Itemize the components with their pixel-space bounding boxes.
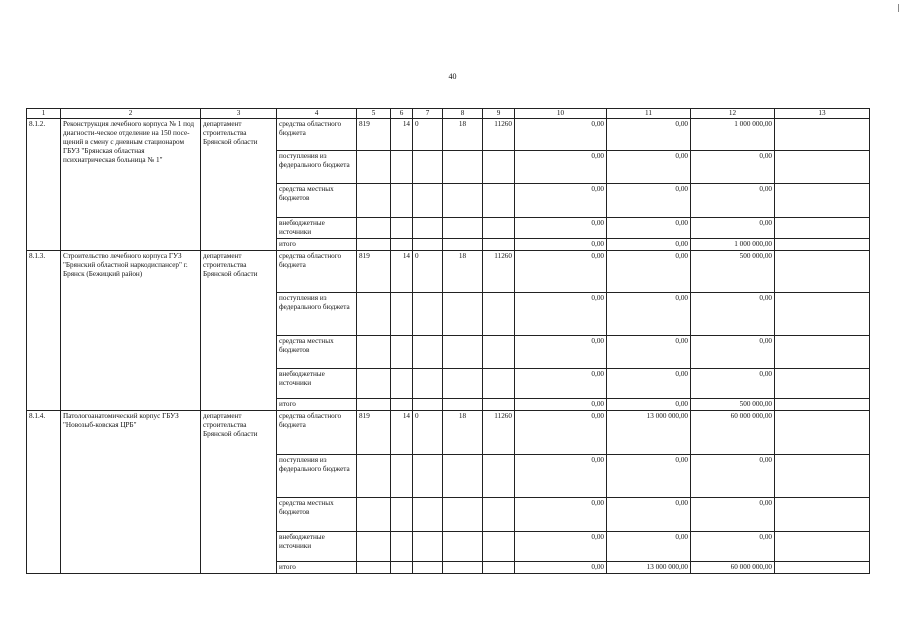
cell-c5	[357, 293, 391, 336]
cell-c6	[391, 336, 413, 369]
cell-c13	[775, 455, 870, 498]
funding-source: средства местных бюджетов	[277, 184, 357, 218]
item-name: Патологоанатомический корпус ГБУЗ "Новозыб-ковская ЦРБ"	[61, 411, 201, 574]
cell-c9	[483, 562, 515, 574]
header-cell-4: 4	[277, 109, 357, 119]
cell-c11: 0,00	[607, 239, 691, 251]
cell-c11: 13 000 000,00	[607, 562, 691, 574]
cell-c12: 0,00	[691, 293, 775, 336]
cell-c6	[391, 498, 413, 532]
item-name: Строительство лечебного корпуса ГУЗ "Брянский областной наркодиспансер" г. Брянск (Бежицкий район)	[61, 251, 201, 411]
cell-c13	[775, 218, 870, 239]
cell-c9	[483, 498, 515, 532]
cell-c11: 0,00	[607, 119, 691, 151]
cell-c10: 0,00	[515, 218, 607, 239]
cell-c5	[357, 399, 391, 411]
cell-c6	[391, 239, 413, 251]
cell-c9	[483, 293, 515, 336]
cell-c13	[775, 399, 870, 411]
cell-c8	[443, 151, 483, 184]
cell-c10: 0,00	[515, 455, 607, 498]
cell-c8	[443, 239, 483, 251]
funding-source: поступления из федерального бюджета	[277, 455, 357, 498]
cell-c12: 0,00	[691, 532, 775, 562]
cell-c9	[483, 239, 515, 251]
cell-c11: 0,00	[607, 251, 691, 293]
cell-c9	[483, 151, 515, 184]
cell-c11: 0,00	[607, 151, 691, 184]
cell-c9	[483, 532, 515, 562]
cell-c12: 1 000 000,00	[691, 239, 775, 251]
page-number: 40	[448, 72, 457, 81]
funding-source: внебюджетные источники	[277, 218, 357, 239]
cell-c12: 500 000,00	[691, 251, 775, 293]
cell-c7	[413, 498, 443, 532]
cell-c5: 819	[357, 411, 391, 455]
cell-c5	[357, 532, 391, 562]
header-cell-8: 8	[443, 109, 483, 119]
cell-c13	[775, 498, 870, 532]
cell-c13	[775, 293, 870, 336]
cell-c7	[413, 184, 443, 218]
header-cell-1: 1	[27, 109, 61, 119]
budget-table	[26, 108, 870, 574]
cell-c9	[483, 455, 515, 498]
cell-c6: 14	[391, 251, 413, 293]
cell-c5	[357, 218, 391, 239]
cell-c8	[443, 336, 483, 369]
cell-c10: 0,00	[515, 119, 607, 151]
table-row	[27, 411, 870, 455]
cell-c9	[483, 369, 515, 399]
funding-source: внебюджетные источники	[277, 369, 357, 399]
cell-c7: 0	[413, 411, 443, 455]
cell-c10: 0,00	[515, 184, 607, 218]
funding-source: итого	[277, 399, 357, 411]
cell-c8	[443, 399, 483, 411]
item-executor: департамент строительства Брянской области	[201, 119, 277, 251]
cell-c7: 0	[413, 251, 443, 293]
funding-source: средства местных бюджетов	[277, 498, 357, 532]
cell-c6: 14	[391, 411, 413, 455]
cell-c13	[775, 251, 870, 293]
cell-c12: 60 000 000,00	[691, 562, 775, 574]
cell-c9: 11260	[483, 119, 515, 151]
cell-c10: 0,00	[515, 251, 607, 293]
cell-c11: 0,00	[607, 336, 691, 369]
cell-c9	[483, 336, 515, 369]
funding-source: средства областного бюджета	[277, 411, 357, 455]
cell-c7	[413, 455, 443, 498]
cell-c10: 0,00	[515, 399, 607, 411]
cell-c5	[357, 498, 391, 532]
cell-c11: 0,00	[607, 455, 691, 498]
header-cell-7: 7	[413, 109, 443, 119]
funding-source: средства областного бюджета	[277, 251, 357, 293]
cell-c11: 0,00	[607, 218, 691, 239]
cell-c10: 0,00	[515, 411, 607, 455]
cell-c11: 0,00	[607, 293, 691, 336]
cell-c10: 0,00	[515, 336, 607, 369]
item-code: 8.1.3.	[27, 251, 61, 411]
cell-c10: 0,00	[515, 369, 607, 399]
cell-c12: 0,00	[691, 369, 775, 399]
cell-c11: 13 000 000,00	[607, 411, 691, 455]
cell-c10: 0,00	[515, 293, 607, 336]
cell-c13	[775, 562, 870, 574]
cell-c7	[413, 532, 443, 562]
cell-c5: 819	[357, 119, 391, 151]
cell-c6	[391, 218, 413, 239]
cell-c7	[413, 293, 443, 336]
funding-source: средства областного бюджета	[277, 119, 357, 151]
item-code: 8.1.2.	[27, 119, 61, 251]
cell-c10: 0,00	[515, 498, 607, 532]
cell-c12: 0,00	[691, 151, 775, 184]
cell-c8: 18	[443, 251, 483, 293]
header-cell-10: 10	[515, 109, 607, 119]
cell-c7	[413, 562, 443, 574]
item-name: Реконструкция лечебного корпуса № 1 под диагности-ческое отделение на 150 посе-щений в смену с дневным стационаром ГБУЗ "Брянская областная психиатрическая больница № 1"	[61, 119, 201, 251]
cell-c12: 0,00	[691, 184, 775, 218]
funding-source: итого	[277, 562, 357, 574]
header-cell-11: 11	[607, 109, 691, 119]
item-code: 8.1.4.	[27, 411, 61, 574]
cell-c11: 0,00	[607, 184, 691, 218]
funding-source: поступления из федерального бюджета	[277, 151, 357, 184]
table-row	[27, 119, 870, 151]
cell-c12: 1 000 000,00	[691, 119, 775, 151]
cell-c13	[775, 119, 870, 151]
cell-c9	[483, 184, 515, 218]
cell-c6	[391, 369, 413, 399]
cell-c8	[443, 455, 483, 498]
cell-c7: 0	[413, 119, 443, 151]
cell-c11: 0,00	[607, 369, 691, 399]
cell-c11: 0,00	[607, 498, 691, 532]
cell-c6	[391, 562, 413, 574]
corner-mark	[898, 4, 899, 12]
cell-c10: 0,00	[515, 532, 607, 562]
cell-c6	[391, 184, 413, 218]
cell-c5	[357, 239, 391, 251]
cell-c12: 0,00	[691, 336, 775, 369]
cell-c7	[413, 151, 443, 184]
cell-c9	[483, 218, 515, 239]
header-cell-13: 13	[775, 109, 870, 119]
cell-c13	[775, 184, 870, 218]
cell-c8	[443, 218, 483, 239]
cell-c7	[413, 336, 443, 369]
cell-c8	[443, 562, 483, 574]
cell-c6	[391, 455, 413, 498]
funding-source: внебюджетные источники	[277, 532, 357, 562]
cell-c10: 0,00	[515, 562, 607, 574]
cell-c7	[413, 399, 443, 411]
cell-c6	[391, 399, 413, 411]
cell-c6	[391, 532, 413, 562]
cell-c9: 11260	[483, 411, 515, 455]
header-cell-3: 3	[201, 109, 277, 119]
cell-c8: 18	[443, 411, 483, 455]
item-executor: департамент строительства Брянской области	[201, 251, 277, 411]
cell-c8	[443, 184, 483, 218]
cell-c13	[775, 336, 870, 369]
cell-c13	[775, 411, 870, 455]
cell-c12: 0,00	[691, 218, 775, 239]
cell-c8	[443, 369, 483, 399]
cell-c6: 14	[391, 119, 413, 151]
cell-c6	[391, 293, 413, 336]
cell-c5	[357, 336, 391, 369]
cell-c8	[443, 532, 483, 562]
cell-c13	[775, 369, 870, 399]
cell-c11: 0,00	[607, 399, 691, 411]
cell-c12: 500 000,00	[691, 399, 775, 411]
funding-source: средства местных бюджетов	[277, 336, 357, 369]
cell-c8	[443, 293, 483, 336]
funding-source: поступления из федерального бюджета	[277, 293, 357, 336]
cell-c13	[775, 532, 870, 562]
cell-c12: 0,00	[691, 455, 775, 498]
cell-c13	[775, 151, 870, 184]
funding-source: итого	[277, 239, 357, 251]
cell-c5	[357, 562, 391, 574]
header-cell-2: 2	[61, 109, 201, 119]
item-executor: департамент строительства Брянской области	[201, 411, 277, 574]
table-row	[27, 251, 870, 293]
cell-c7	[413, 218, 443, 239]
cell-c10: 0,00	[515, 151, 607, 184]
cell-c8: 18	[443, 119, 483, 151]
cell-c5	[357, 151, 391, 184]
cell-c13	[775, 239, 870, 251]
cell-c12: 0,00	[691, 498, 775, 532]
cell-c11: 0,00	[607, 532, 691, 562]
header-cell-5: 5	[357, 109, 391, 119]
cell-c10: 0,00	[515, 239, 607, 251]
cell-c12: 60 000 000,00	[691, 411, 775, 455]
cell-c6	[391, 151, 413, 184]
cell-c5	[357, 369, 391, 399]
cell-c8	[443, 498, 483, 532]
cell-c7	[413, 239, 443, 251]
header-cell-9: 9	[483, 109, 515, 119]
cell-c5	[357, 184, 391, 218]
header-cell-12: 12	[691, 109, 775, 119]
cell-c9	[483, 399, 515, 411]
cell-c9: 11260	[483, 251, 515, 293]
cell-c5	[357, 455, 391, 498]
cell-c5: 819	[357, 251, 391, 293]
header-cell-6: 6	[391, 109, 413, 119]
cell-c7	[413, 369, 443, 399]
header-row	[27, 109, 870, 119]
